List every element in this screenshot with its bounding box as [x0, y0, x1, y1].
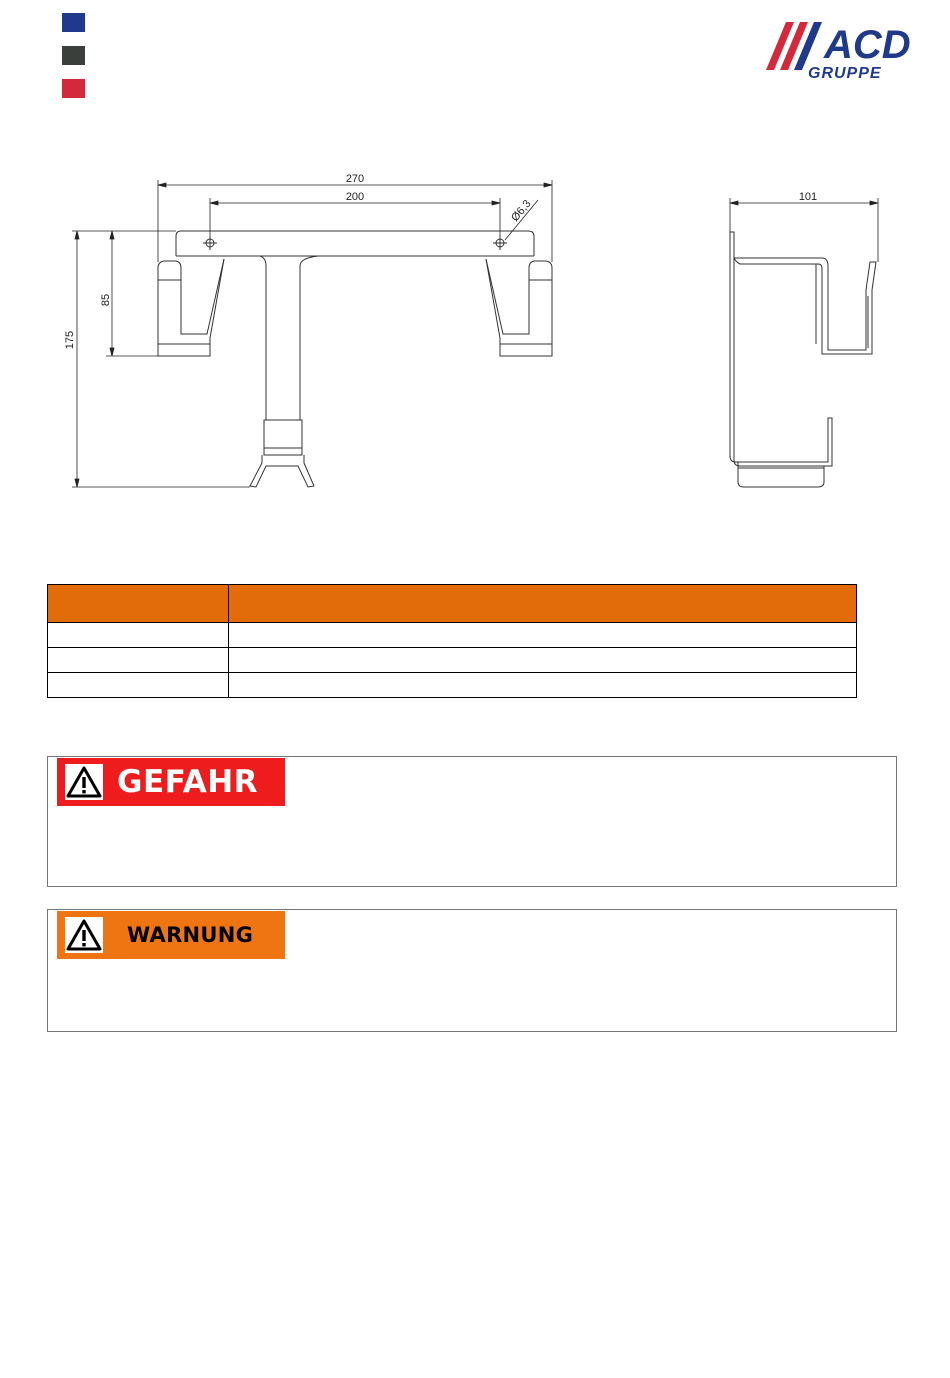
table-row	[48, 648, 857, 673]
front-view	[158, 231, 552, 487]
side-view	[730, 232, 876, 487]
spec-table-header	[48, 585, 857, 623]
dim-height-total: 175	[64, 330, 76, 350]
dim-overall-width: 270	[345, 173, 365, 185]
dim-hole-spacing: 200	[345, 191, 365, 203]
spec-table	[47, 584, 857, 698]
table-row	[48, 673, 857, 698]
dim-height-upper: 85	[100, 293, 112, 307]
technical-drawing	[0, 160, 950, 510]
color-square-red	[62, 79, 85, 98]
table-cell	[48, 648, 229, 673]
warning-notice	[47, 909, 897, 1032]
front-dimensions	[72, 180, 552, 487]
warning-triangle-icon	[65, 764, 103, 800]
dim-hole-diameter: Ø6,3	[509, 197, 534, 224]
warning-label: WARNUNG	[127, 923, 254, 947]
side-dimensions	[730, 198, 878, 262]
warning-triangle-icon	[65, 917, 103, 953]
table-cell	[229, 673, 857, 698]
table-row	[48, 623, 857, 648]
spec-header-cell-2	[229, 585, 857, 623]
table-cell	[48, 673, 229, 698]
spec-header-cell-1	[48, 585, 229, 623]
color-square-gray	[62, 46, 85, 65]
warning-header	[57, 911, 285, 959]
table-cell	[229, 648, 857, 673]
acd-gruppe-logo	[762, 16, 922, 82]
danger-notice	[47, 756, 897, 887]
color-square-blue	[62, 13, 85, 32]
svg-text:ACD: ACD	[824, 23, 911, 67]
dim-depth: 101	[798, 191, 818, 203]
danger-label: GEFAHR	[117, 764, 259, 800]
table-cell	[48, 623, 229, 648]
svg-text:GRUPPE: GRUPPE	[808, 65, 882, 82]
table-cell	[229, 623, 857, 648]
danger-header	[57, 758, 285, 806]
